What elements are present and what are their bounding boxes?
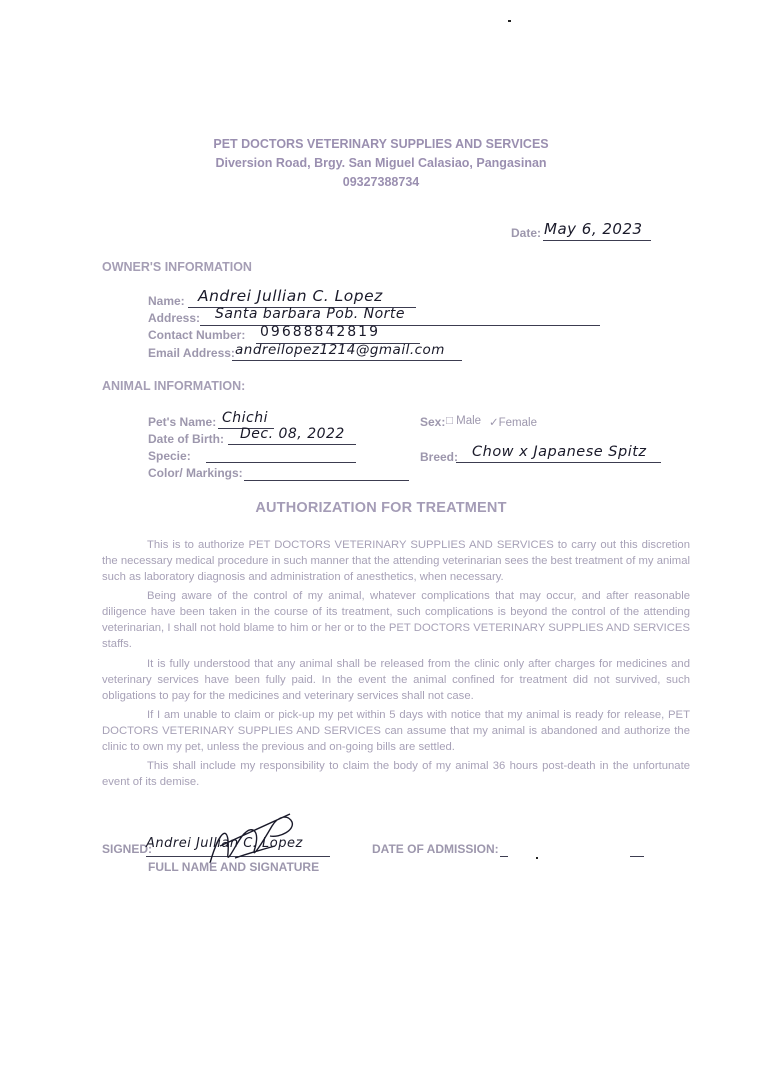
admission-line-left — [500, 856, 508, 857]
breed-label: Breed: — [420, 450, 459, 464]
breed-line — [456, 462, 661, 463]
sex-male-option: □ Male — [446, 415, 482, 427]
pet-name-value: Chichi — [222, 410, 268, 426]
owner-section-title: OWNER'S INFORMATION — [102, 260, 252, 274]
speck — [536, 857, 538, 859]
authorization-paragraph: This is to authorize PET DOCTORS VETERINARY SUPPLIES AND SERVICES to carry out this discretion the necessary medical procedure in such manner that the attending veterinarian sees the best treatment of my animal such as laboratory diagnosis and administration of anesthetics, when necessary. — [102, 539, 690, 583]
signed-name-value: Andrei Jullian C. Lopez — [146, 836, 303, 851]
admission-label: DATE OF ADMISSION: — [372, 842, 499, 856]
admission-line-right — [630, 856, 644, 857]
company-phone: 09327388734 — [342, 175, 420, 189]
color-line — [244, 480, 409, 481]
dob-value: Dec. 08, 2022 — [240, 426, 345, 442]
date-value: May 6, 2023 — [544, 220, 643, 238]
owner-email-label: Email Address: — [148, 346, 235, 360]
date-label: Date: — [511, 226, 542, 240]
animal-section-title: ANIMAL INFORMATION: — [102, 379, 246, 393]
color-label: Color/ Markings: — [148, 466, 243, 480]
dob-label: Date of Birth: — [148, 432, 224, 446]
signed-label: SIGNED: — [102, 842, 153, 856]
owner-contact-label: Contact Number: — [148, 328, 246, 342]
dob-line — [228, 444, 356, 445]
authorization-paragraph: This shall include my responsibility to claim the body of my animal 36 hours post-death in the unfortunate event of its demise. — [102, 760, 690, 788]
company-address: Diversion Road, Brgy. San Miguel Calasiao, Pangasinan — [215, 156, 547, 170]
authorization-paragraph: If I am unable to claim or pick-up my pet within 5 days with notice that my animal is ready for release, PET DOCTORS VETERINARY SUPPLIES AND SERVICES can assume that my animal is abandoned and authorize the clinic to own my pet, unless the previous and on-going bills are settled. — [102, 709, 690, 753]
owner-contact-value: 09688842819 — [260, 324, 380, 340]
speck — [508, 20, 511, 22]
company-name: PET DOCTORS VETERINARY SUPPLIES AND SERVICES — [213, 137, 549, 151]
breed-value: Chow x Japanese Spitz — [472, 444, 647, 460]
date-line — [543, 240, 651, 241]
specie-label: Specie: — [148, 449, 191, 463]
sex-female-option: ✓Female — [489, 417, 537, 429]
owner-name-label: Name: — [148, 294, 185, 308]
sex-label: Sex: — [420, 415, 446, 429]
owner-email-line — [232, 360, 462, 361]
owner-name-value: Andrei Jullian C. Lopez — [198, 287, 383, 305]
owner-address-label: Address: — [148, 311, 201, 325]
specie-line — [206, 462, 356, 463]
authorization-paragraph: Being aware of the control of my animal, whatever complications that may occur, and after reasonable diligence have been taken in the course of its treatment, such complications is beyond the control of the attending veterinarian, I shall not hold blame to him or her or to the PET DOCTORS VETERINARY SUPPLIES AND SERVICES staffs. — [102, 590, 690, 650]
authorization-paragraph: It is fully understood that any animal shall be released from the clinic only after charges for medicines and veterinary services have been fully paid. In the event the animal confined for treatment did not survived, such obligations to pay for the medicines and veterinary services shall not case. — [102, 658, 690, 702]
signature-caption: FULL NAME AND SIGNATURE — [148, 860, 320, 874]
owner-address-value: Santa barbara Pob. Norte — [215, 306, 406, 322]
pet-name-label: Pet's Name: — [148, 415, 217, 429]
authorization-title: AUTHORIZATION FOR TREATMENT — [255, 500, 507, 516]
owner-email-value: andreilopez1214@gmail.com — [235, 342, 445, 358]
